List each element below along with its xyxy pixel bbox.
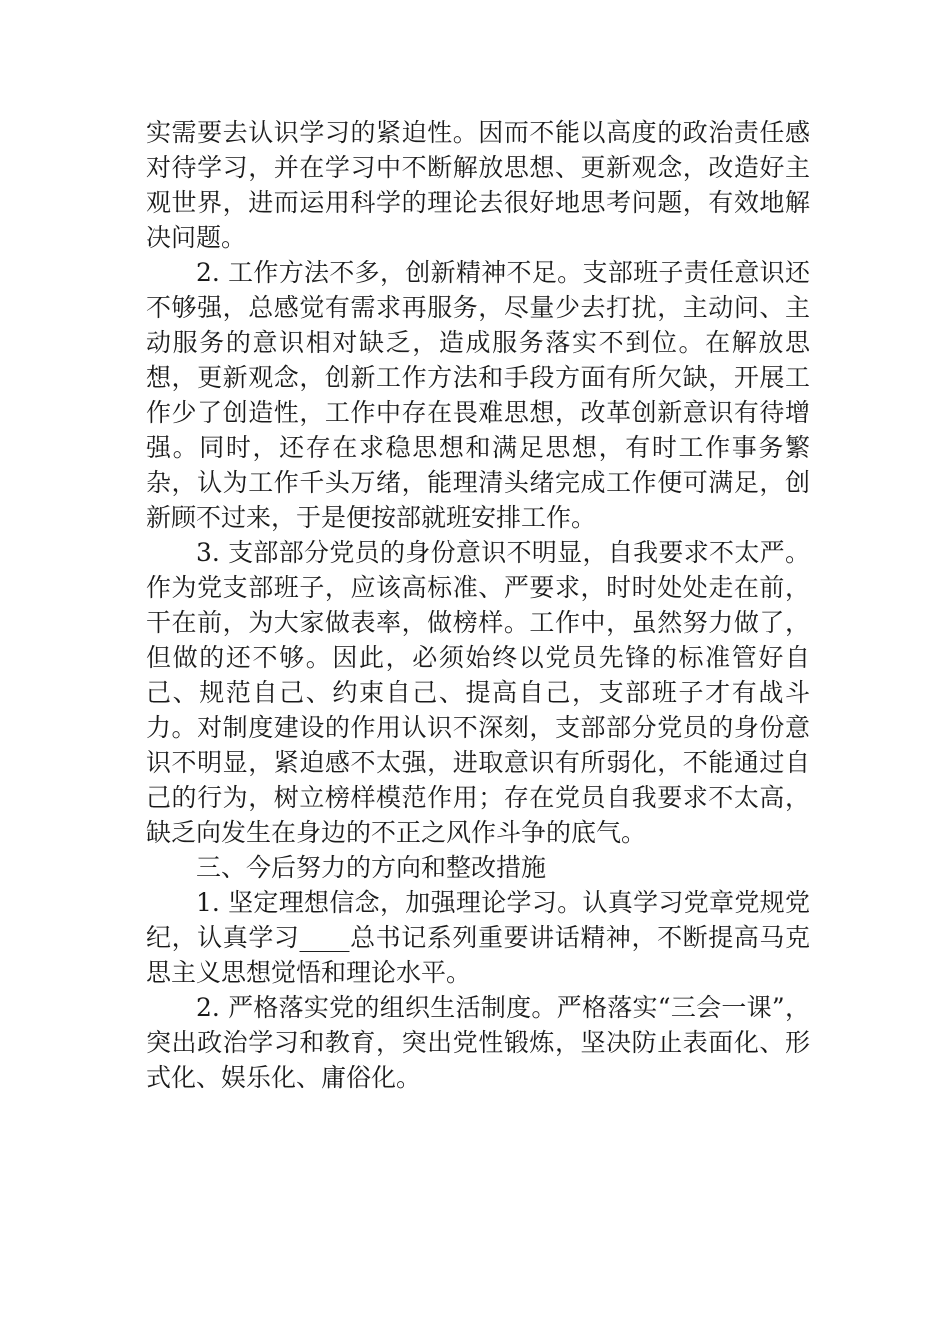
paragraph-measure-1: 1. 坚定理想信念，加强理论学习。认真学习党章党规党纪，认真学习____总书记系列重要讲话精神，不断提高马克思主义思想觉悟和理论水平。 — [146, 888, 810, 987]
section-heading: 三、今后努力的方向和整改措施 — [196, 853, 547, 882]
document-body — [146, 115, 810, 1095]
paragraph-item-3-identity: 3. 支部部分党员的身份意识不明显，自我要求不太严。作为党支部班子，应该高标准、严要求，时时处处走在前，干在前，为大家做表率，做榜样。工作中，虽然努力做了，但做的还不够。因此，必须始终以党员先锋的标准管好自己、规范自己、约束自己、提高自己，支部班子才有战斗力。对制度建设的作用认识不深刻，支部部分党员的身份意识不明显，紧迫感不太强，进取意识有所弱化，不能通过自己的行为，树立榜样模范作用；存在党员自我要求不太高，缺乏向发生在身边的不正之风作斗争的底气。 — [146, 538, 810, 847]
paragraph-measure-2: 2. 严格落实党的组织生活制度。严格落实“三会一课”，突出政治学习和教育，突出党性锻炼，坚决防止表面化、形式化、娱乐化、庸俗化。 — [146, 993, 810, 1092]
paragraph-continuation: 实需要去认识学习的紧迫性。因而不能以高度的政治责任感对待学习，并在学习中不断解放思想、更新观念，改造好主观世界，进而运用科学的理论去很好地思考问题，有效地解决问题。 — [146, 118, 810, 252]
paragraph-item-2-methods: 2. 工作方法不多，创新精神不足。支部班子责任意识还不够强，总感觉有需求再服务，尽量少去打扰，主动问、主动服务的意识相对缺乏，造成服务落实不到位。在解放思想，更新观念，创新工作方法和手段方面有所欠缺，开展工作少了创造性，工作中存在畏难思想，改革创新意识有待增强。同时，还存在求稳思想和满足思想，有时工作事务繁杂，认为工作千头万绪，能理清头绪完成工作便可满足，创新顾不过来，于是便按部就班安排工作。 — [146, 258, 810, 532]
